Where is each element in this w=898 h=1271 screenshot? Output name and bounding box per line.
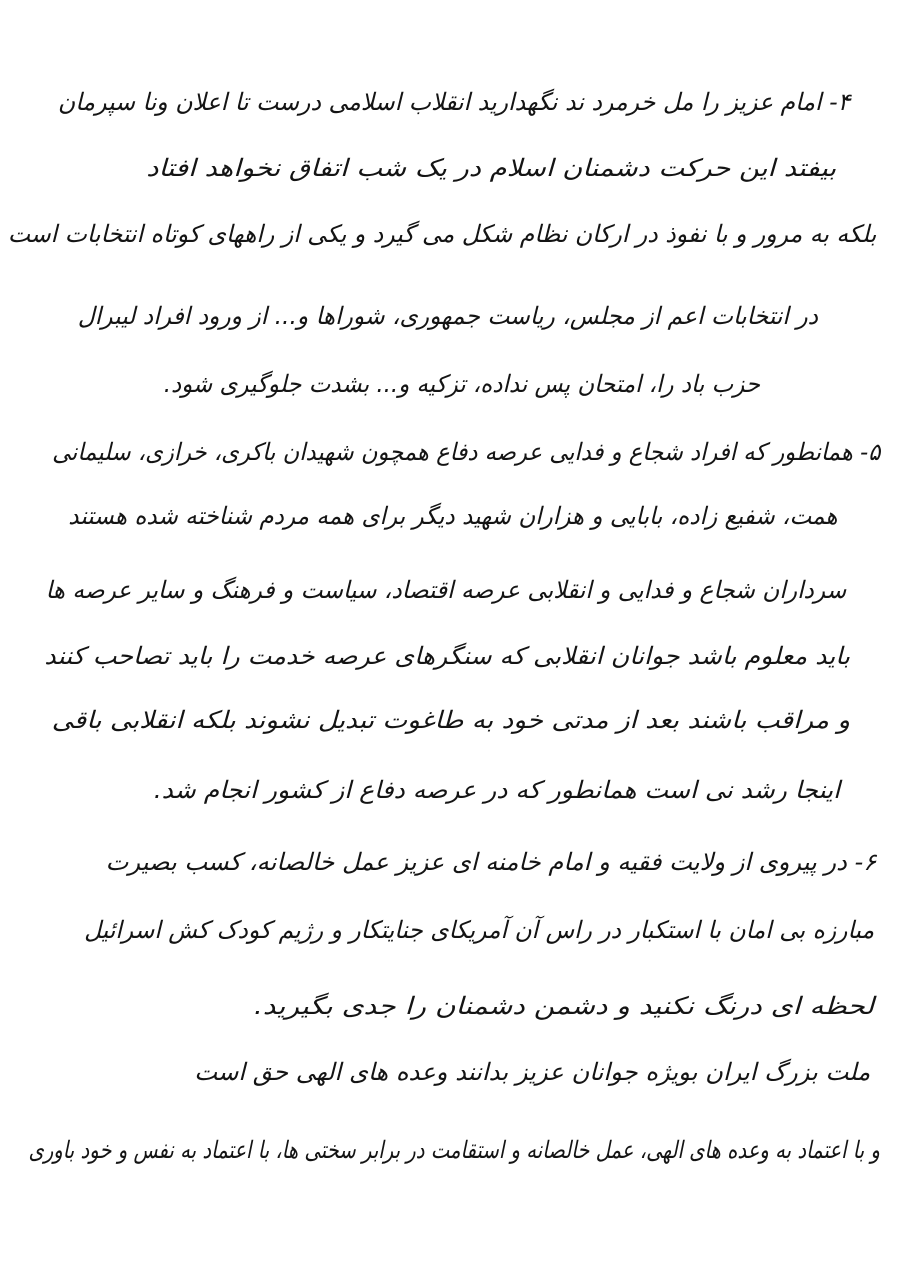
line-12: ۶- در پیروی از ولایت فقیه و امام خامنه ای عزیز عمل خالصانه، کسب بصیرت (105, 848, 876, 876)
line-2: بیفتد این حرکت دشمنان اسلام در یک شب اتفاق نخواهد افتاد (146, 154, 836, 182)
line-13: مبارزه بی امان با استکبار در راس آن آمریکای جنایتکار و رژیم کودک کش اسرائیل (83, 916, 874, 944)
line-4: در انتخابات اعم از مجلس، ریاست جمهوری، شوراها و... از ورود افراد لیبرال (77, 302, 818, 330)
line-10: و مراقب باشند بعد از مدتی خود به طاغوت تبدیل نشوند بلکه انقلابی باقی (51, 706, 850, 734)
line-15: ملت بزرگ ایران بویژه جوانان عزیز بدانند وعده های الهی حق است (194, 1058, 870, 1086)
line-9: باید معلوم باشد جوانان انقلابی که سنگرهای عرصه خدمت را باید تصاحب کنند (44, 642, 850, 670)
line-6: ۵- همانطور که افراد شجاع و فدایی عرصه دفاع همچون شهیدان باکری، خرازی، سلیمانی (51, 438, 880, 466)
line-1: ۴- امام عزیز را مل خرمرد ند نگهدارید انقلاب اسلامی درست تا اعلان ونا سپرمان (57, 88, 850, 116)
line-11: اینجا رشد نی است همانطور که در عرصه دفاع از کشور انجام شد. (153, 776, 840, 804)
line-7: همت، شفیع زاده، بابایی و هزاران شهید دیگر برای همه مردم شناخته شده هستند (68, 502, 838, 530)
line-5: حزب باد را، امتحان پس نداده، تزکیه و... بشدت جلوگیری شود. (163, 370, 760, 398)
line-14: لحظه ای درنگ نکنید و دشمن دشمنان را جدی بگیرید. (253, 992, 874, 1020)
line-16: و با اعتماد به وعده های الهی، عمل خالصانه و استقامت در برابر سختی ها، با اعتماد به نفس و خود باوری (28, 1136, 880, 1164)
line-3: بلکه به مرور و با نفوذ در ارکان نظام شکل می گیرد و یکی از راههای کوتاه انتخابات است (7, 220, 876, 248)
line-8: سرداران شجاع و فدایی و انقلابی عرصه اقتصاد، سیاست و فرهنگ و سایر عرصه ها (45, 576, 846, 604)
